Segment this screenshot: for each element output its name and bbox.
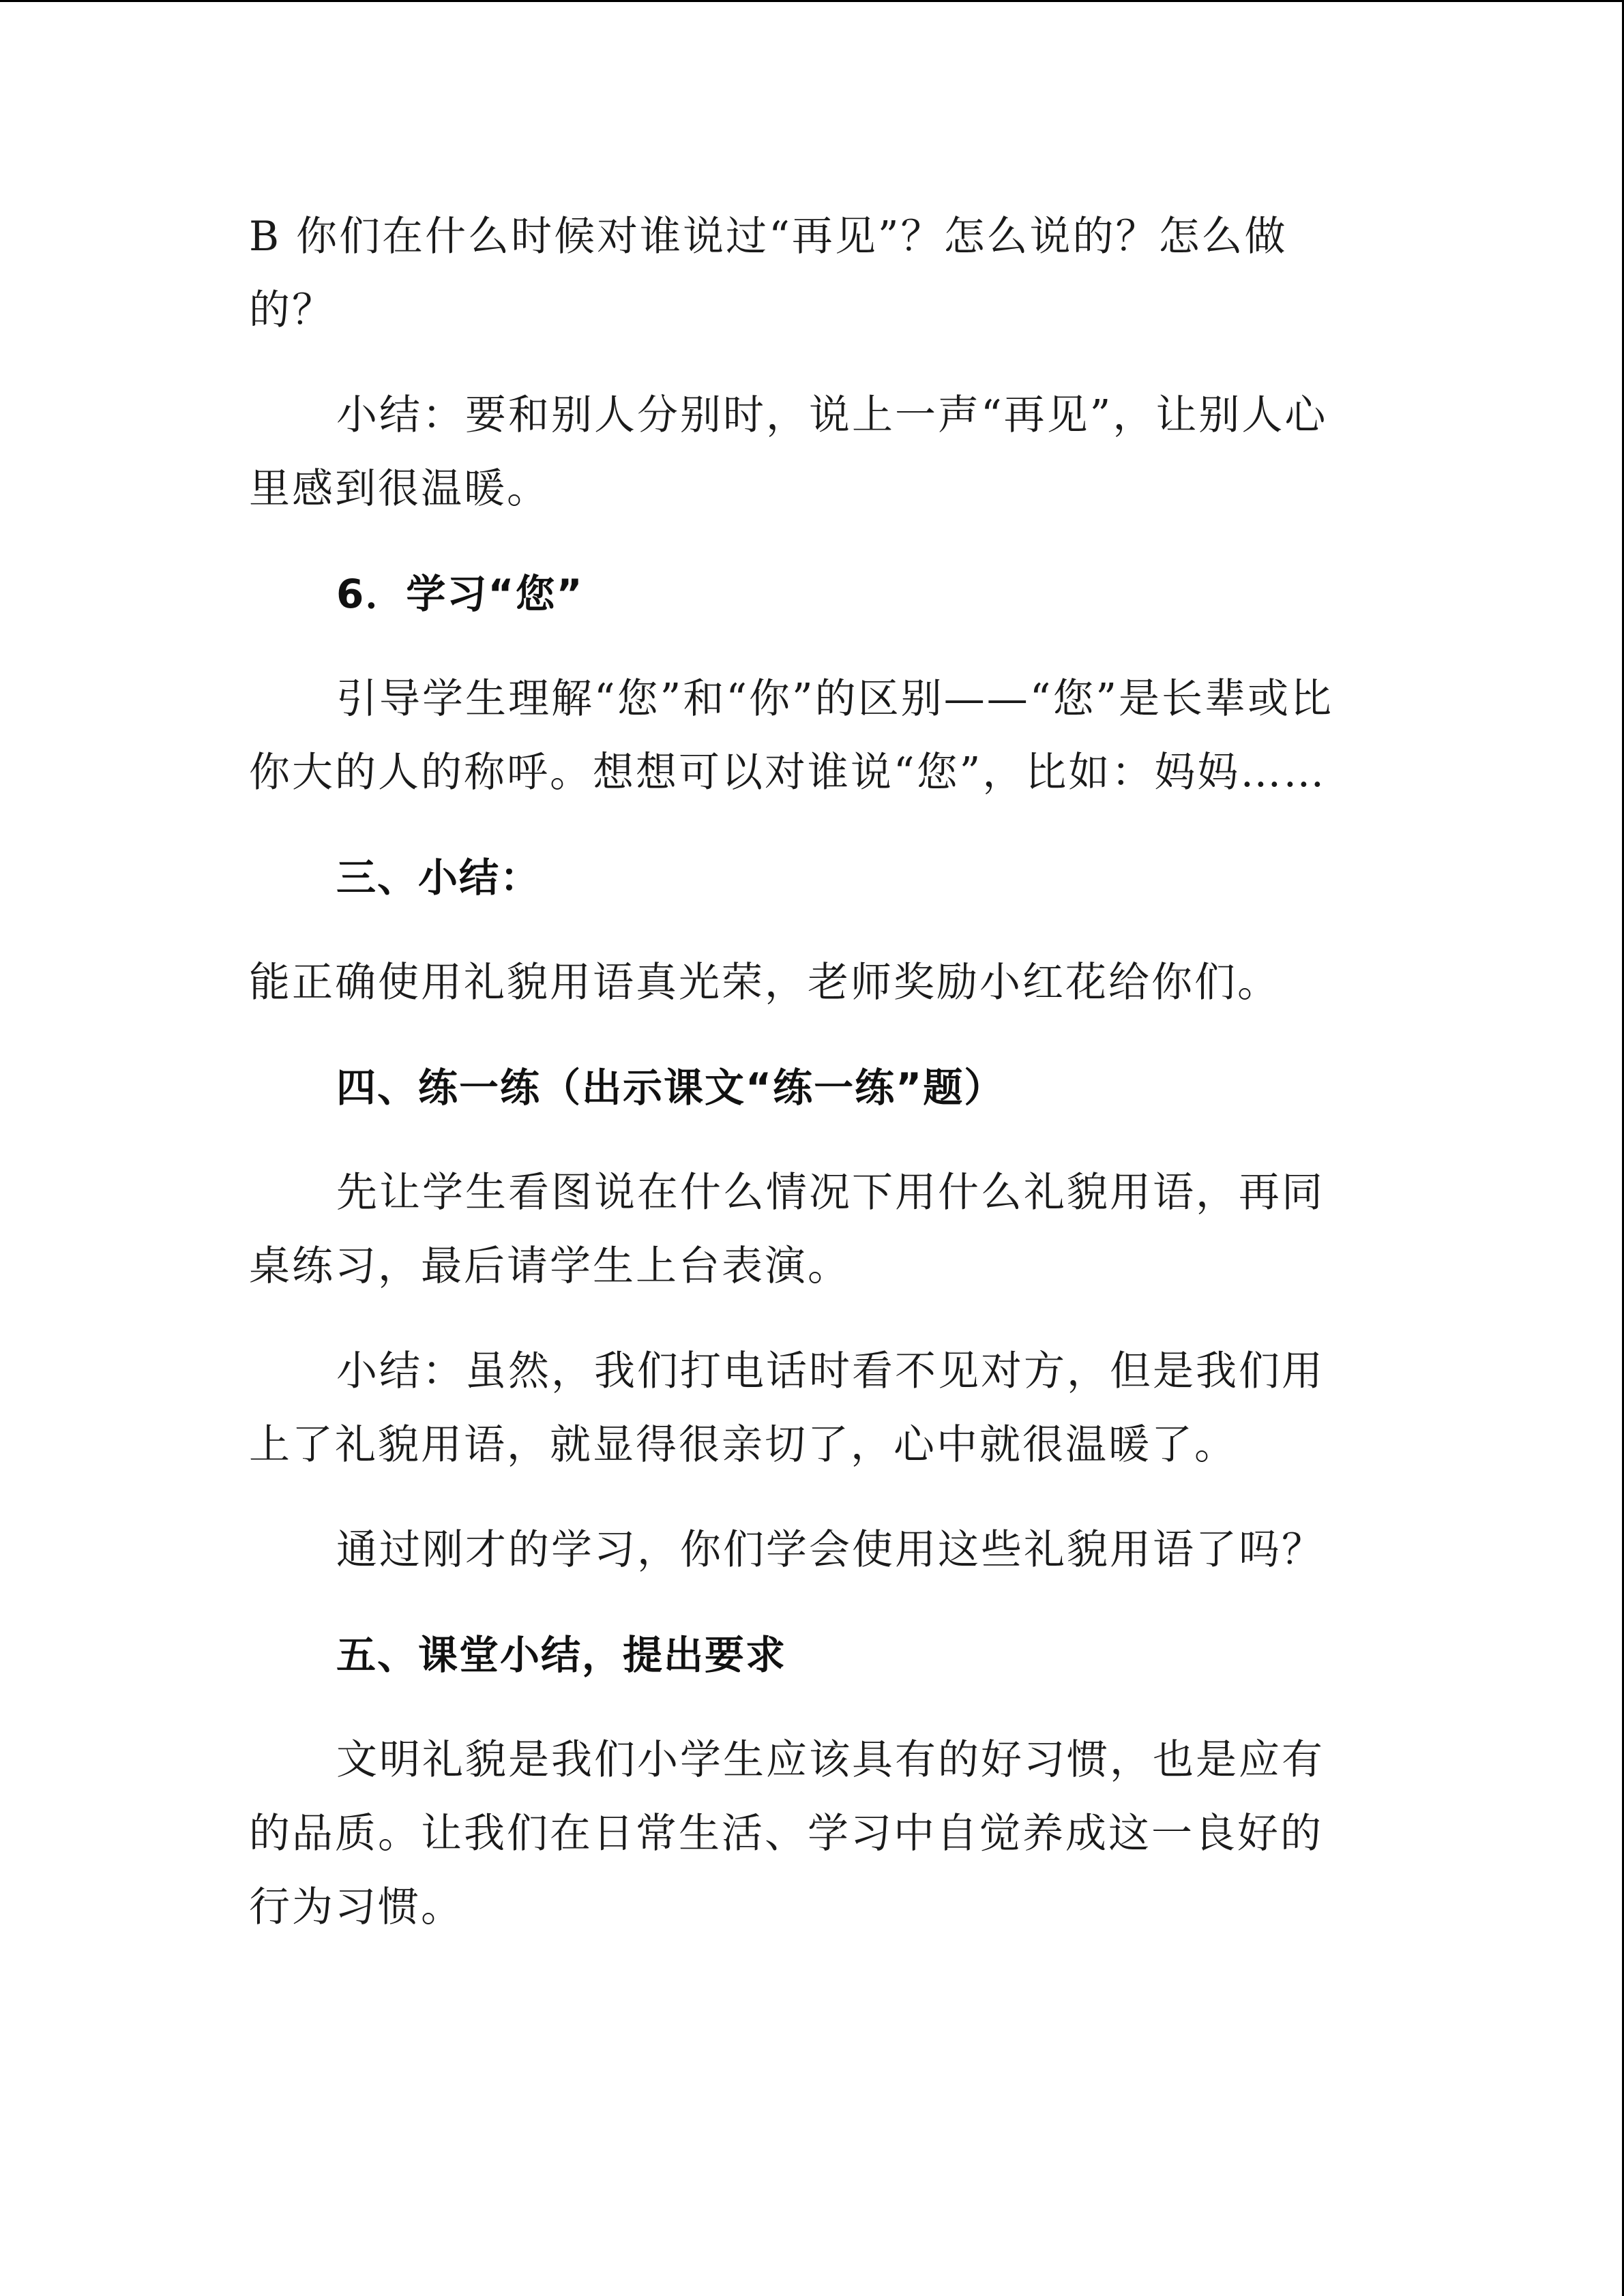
paragraph-reward: 能正确使用礼貌用语真光荣，老师奖励小红花给你们。 — [249, 959, 1280, 1007]
paragraph-practice: 先让学生看图说在什么情况下用什么礼貌用语，再同桌练习，最后请学生上台表演。 — [249, 1169, 1325, 1290]
heading-section-three: 三、小结： — [336, 854, 542, 901]
paragraph-nin-explanation: 引导学生理解“您”和“你”的区别——“您”是长辈或比你大的人的称呼。想想可以对谁说“您”，比如：妈妈…… — [249, 675, 1334, 796]
heading-section-five: 五、课堂小结，提出要求 — [336, 1632, 787, 1678]
paragraph-question-learned: 通过刚才的学习，你们学会使用这些礼貌用语了吗？ — [336, 1526, 1325, 1574]
heading-learn-nin: 6．学习“您” — [336, 571, 584, 617]
paragraph-question-goodbye: B 你们在什么时候对谁说过“再见”？怎么说的？怎么做的？ — [249, 213, 1288, 334]
heading-section-four: 四、练一练（出示课文“练一练”题） — [336, 1064, 1005, 1111]
paragraph-summary-phone: 小结：虽然，我们打电话时看不见对方，但是我们用上了礼貌用语，就显得很亲切了，心中就很温暖了。 — [249, 1347, 1325, 1469]
paragraph-conclusion: 文明礼貌是我们小学生应该具有的好习惯，也是应有的品质。让我们在日常生活、学习中自觉养成这一良好的行为习惯。 — [249, 1736, 1325, 1931]
document-body — [249, 200, 1340, 1944]
paragraph-summary-goodbye: 小结：要和别人分别时，说上一声“再见”，让别人心里感到很温暖。 — [249, 391, 1328, 513]
